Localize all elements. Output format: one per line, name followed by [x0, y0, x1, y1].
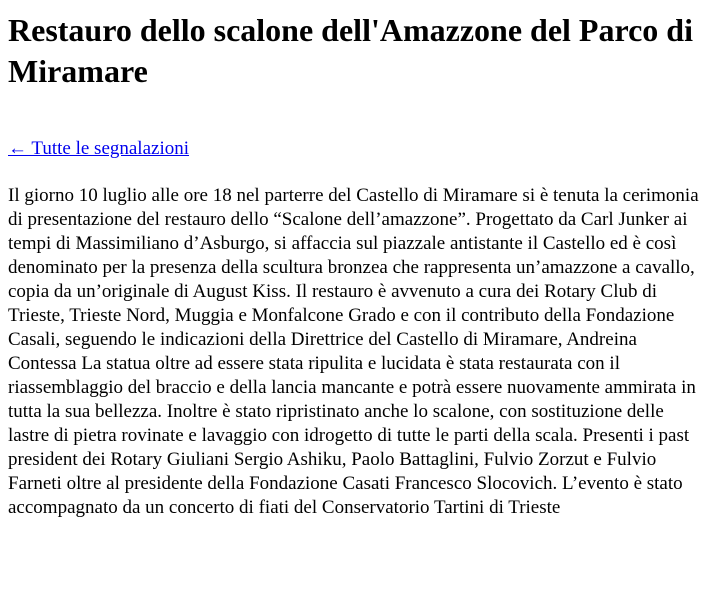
back-link-container [8, 137, 701, 161]
page-title: Restauro dello scalone dell'Amazzone del Parco di Miramare [8, 12, 693, 89]
article-body: Il giorno 10 luglio alle ore 18 nel parterre del Castello di Miramare si è tenuta la cerimonia di presentazione del restauro dello “Scalone dell’amazzone”. Progettato da Carl Junker ai tempi di Massimiliano d’Asburgo, si affaccia sul piazzale antistante il Castello ed è così denominato per la presenza della scultura bronzea che rappresenta un’amazzone a cavallo, copia da un’originale di August Kiss. Il restauro è avvenuto a cura dei Rotary Club di Trieste, Trieste Nord, Muggia e Monfalcone Grado e con il contributo della Fondazione Casali, seguendo le indicazioni della Direttrice del Castello di Miramare, Andreina Contessa La statua oltre ad essere stata ripulita e lucidata è stata restaurata con il riassemblaggio del braccio e della lancia mancante e potrà essere nuovamente ammirata in tutta la sua bellezza. Inoltre è stato ripristinato anche lo scalone, con sostituzione delle lastre di pietra rovinate e lavaggio con idrogetto di tutte le parti della scala. Presenti i past president dei Rotary Giuliani Sergio Ashiku, Paolo Battaglini, Fulvio Zorzut e Fulvio Farneti oltre al presidente della Fondazione Casati Francesco Slocovich. L’evento è stato accompagnato da un concerto di fiati del Conservatorio Tartini di Trieste [8, 185, 699, 518]
back-to-reports-link[interactable]: ← Tutte le segnalazioni [8, 138, 190, 159]
